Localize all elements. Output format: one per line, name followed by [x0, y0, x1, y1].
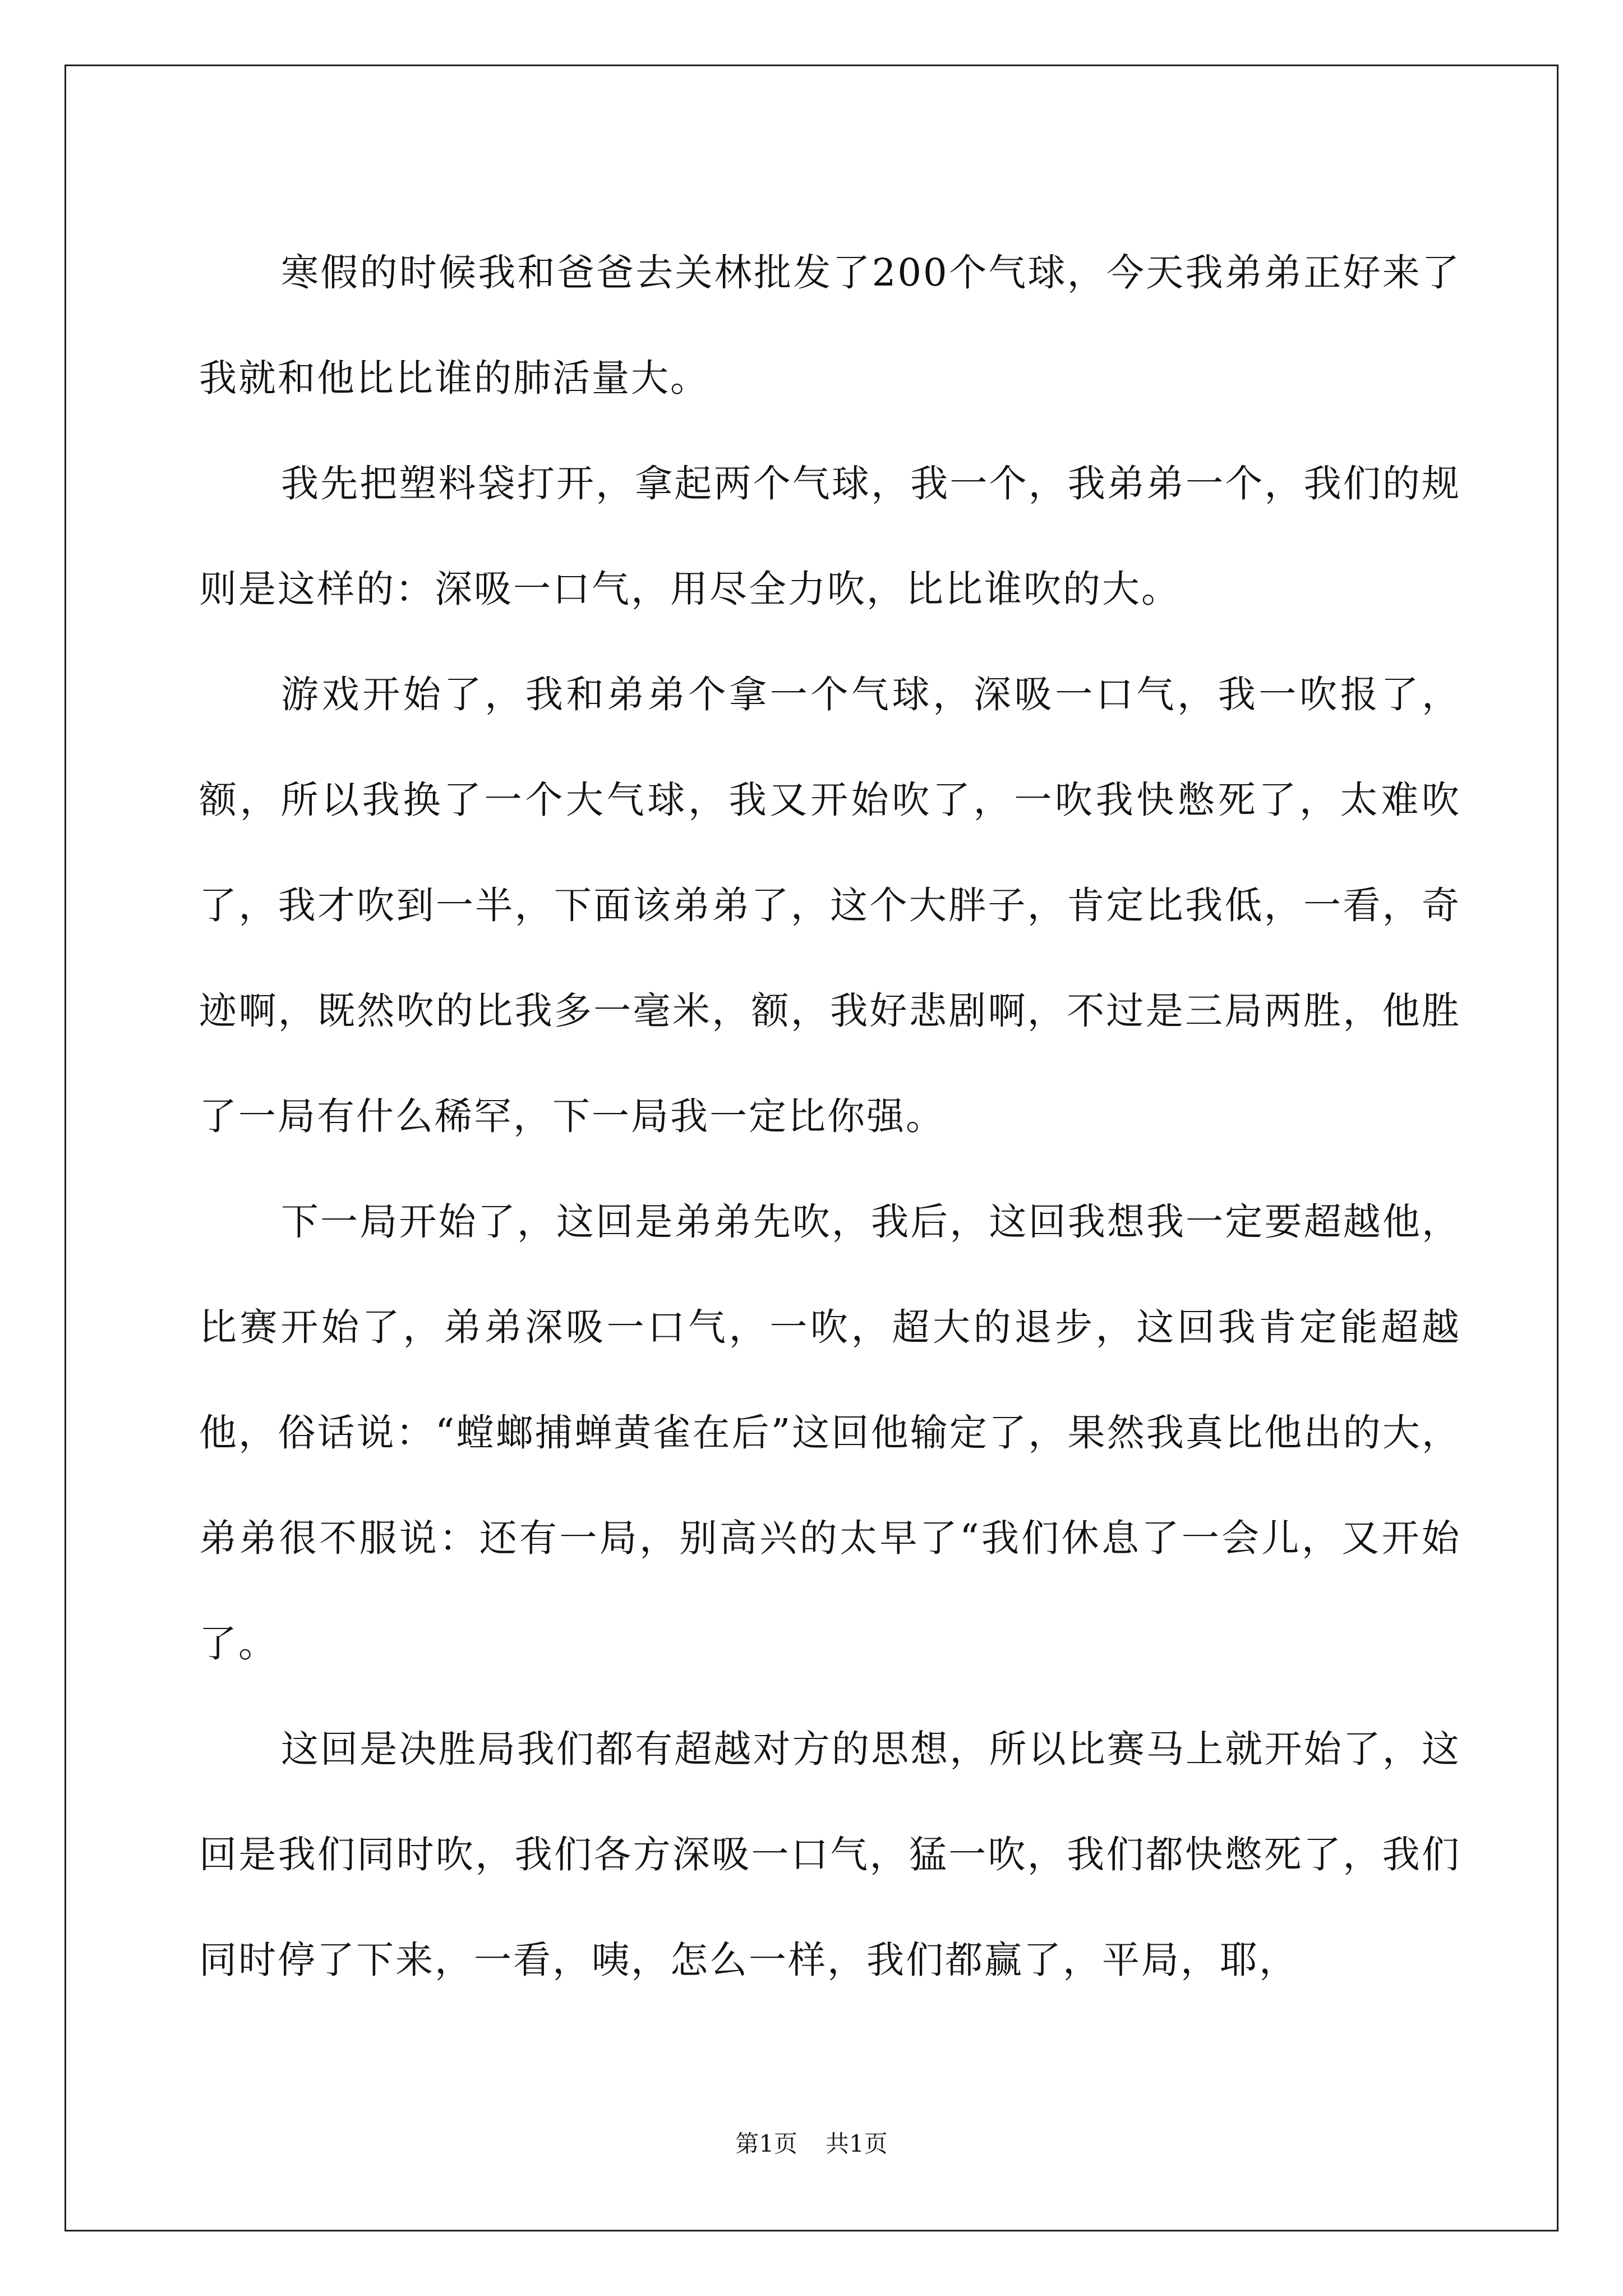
paragraph-5: 这回是决胜局我们都有超越对方的思想，所以比赛马上就开始了，这回是我们同时吹，我们各方深吸一口气，猛一吹，我们都快憋死了，我们同时停了下来，一看，咦，怎么一样，我们都赢了，平局，耶，	[199, 1727, 1461, 1982]
paragraph-4: 下一局开始了，这回是弟弟先吹，我后，这回我想我一定要超越他，比赛开始了，弟弟深吸一口气，一吹，超大的退步，这回我肯定能超越他，俗话说：“螳螂捕蝉黄雀在后”这回他输定了，果然我真比他出的大，弟弟很不服说：还有一局，别高兴的太早了“我们休息了一会儿，又开始了。	[199, 1200, 1461, 1665]
paragraph-2: 我先把塑料袋打开，拿起两个气球，我一个，我弟弟一个，我们的规则是这样的：深吸一口气，用尽全力吹，比比谁吹的大。	[199, 462, 1461, 611]
page-number: 第1页	[735, 2130, 797, 2157]
page-count: 共1页	[826, 2130, 888, 2157]
document-body	[199, 220, 1461, 2013]
paragraph-1: 寒假的时候我和爸爸去关林批发了200个气球，今天我弟弟正好来了我就和他比比谁的肺活量大。	[199, 251, 1461, 400]
paragraph-3: 游戏开始了，我和弟弟个拿一个气球，深吸一口气，我一吹报了，额，所以我换了一个大气球，我又开始吹了，一吹我快憋死了，太难吹了，我才吹到一半，下面该弟弟了，这个大胖子，肯定比我低，一看，奇迹啊，既然吹的比我多一毫米，额，我好悲剧啊，不过是三局两胜，他胜了一局有什么稀罕，下一局我一定比你强。	[199, 673, 1461, 1138]
page-footer	[0, 2127, 1623, 2161]
